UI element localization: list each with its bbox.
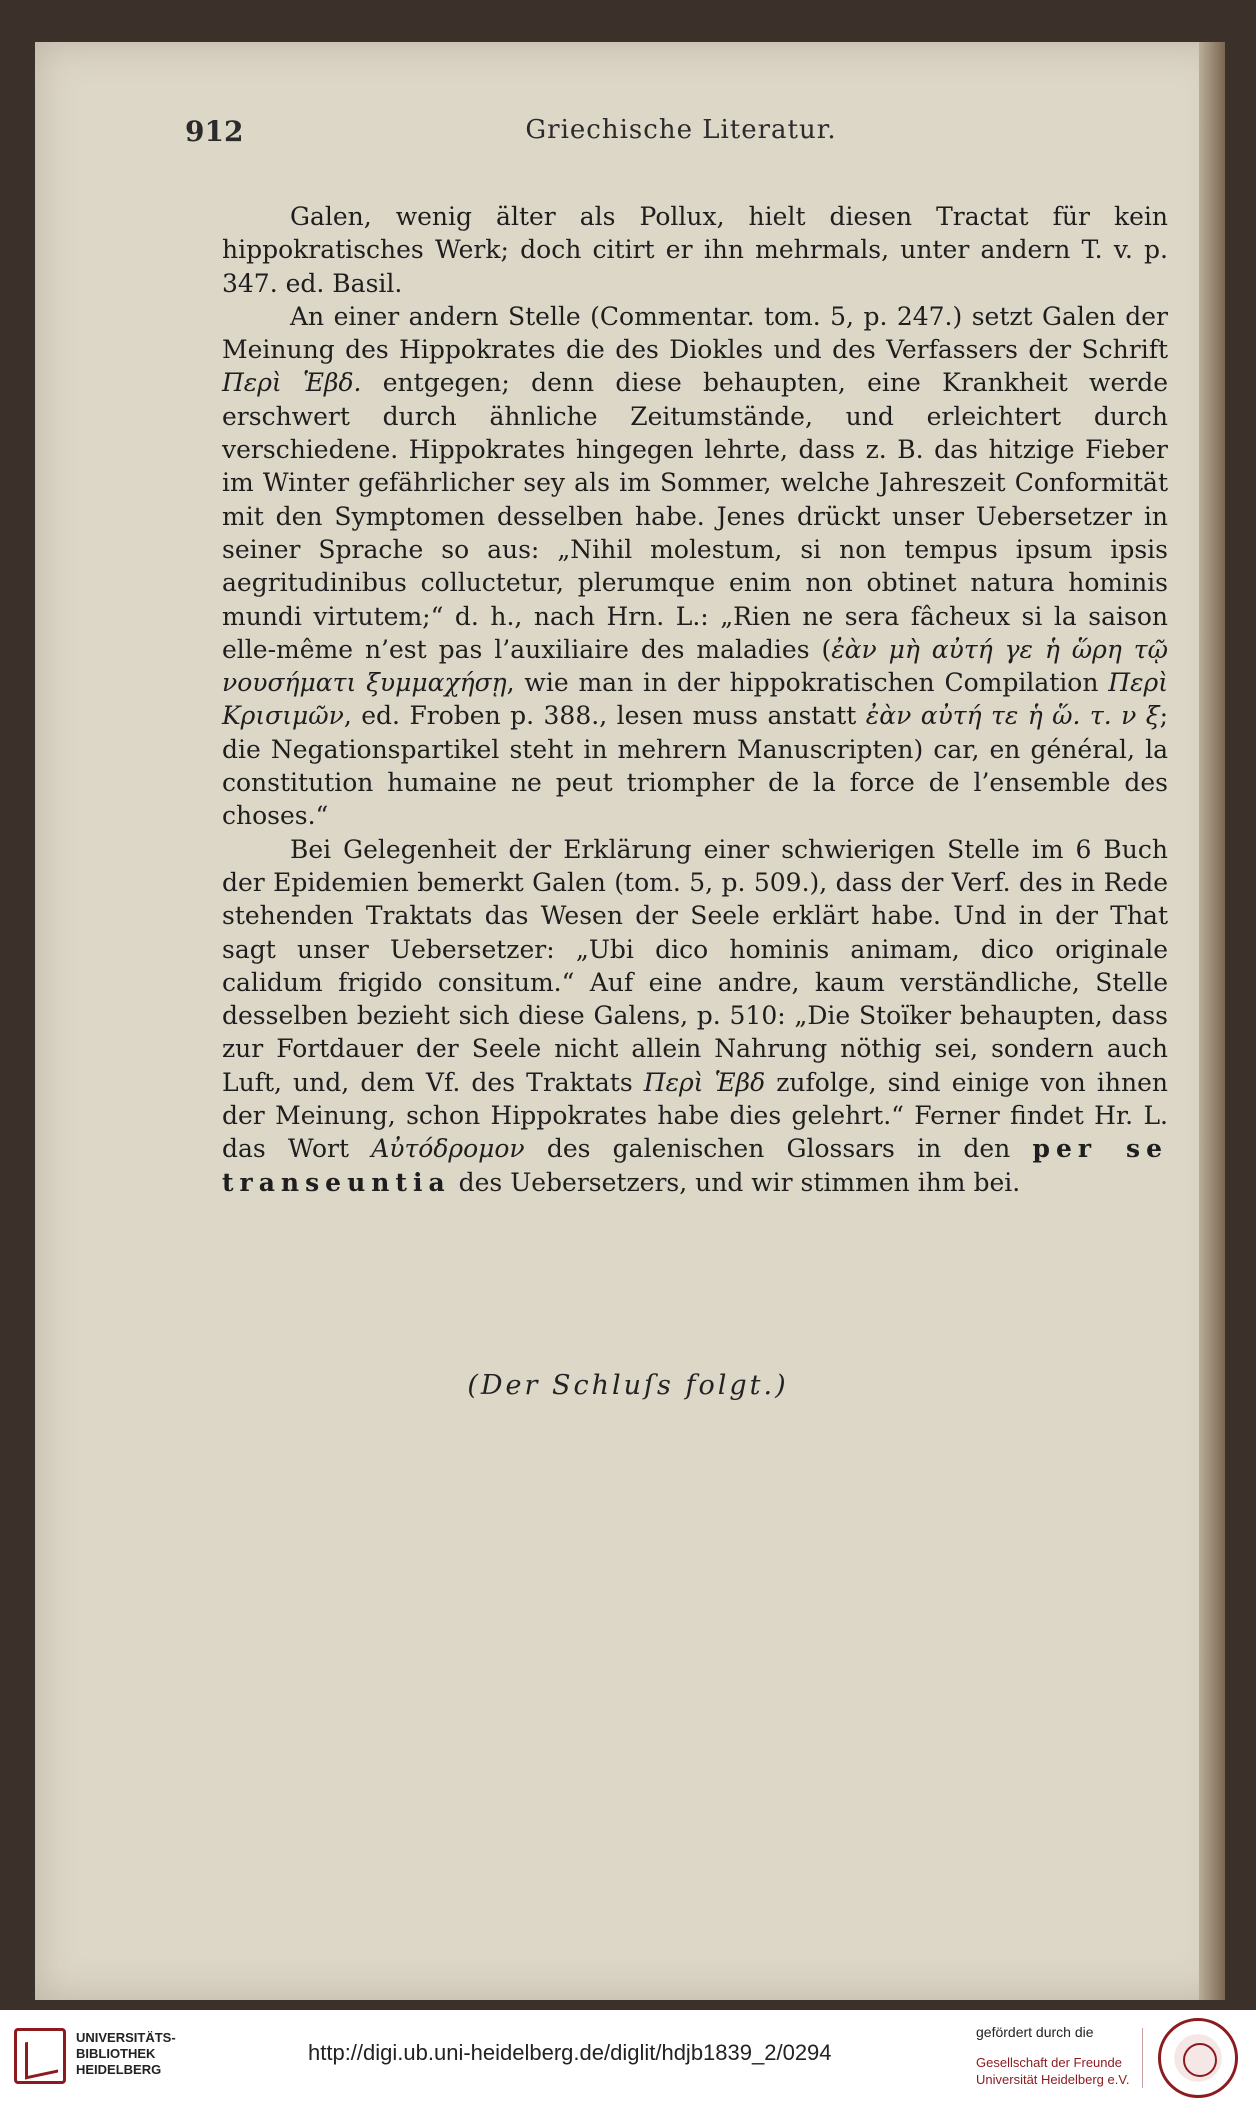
paragraph xyxy=(222,300,1168,833)
text-run: ; die Negationspartikel steht in mehrern Manuscripten) car, en général, la constitution humaine ne peut triompher de la force de l’ensemble des choses.“ xyxy=(222,701,1168,831)
paragraph xyxy=(222,833,1168,1199)
greek-text: Περὶ Κρισιμῶν xyxy=(222,668,1168,731)
text-run: entgegen; denn diese behaupten, eine Krankheit werde erschwert durch ähnliche Zeitumstände, und erleichtert durch verschiedene. Hippokrates hingegen lehrte, dass z. B. das hitzige Fieber im Winter gefährlicher sey als im Sommer, welche Jahreszeit Conformität mit den Symptomen desselben habe. Jenes drückt unser Uebersetzer in seiner Sprache so aus: „Nihil molestum, si non tempus ipsum ipsis aegritudinibus colluctetur, plerumque enim non obtinet natura hominis mundi virtutem;“ d. h., nach Hrn. L.: „Rien ne sera fâcheux si la saison elle-même n’est pas l’auxiliaire des maladies ( xyxy=(222,368,1168,664)
text-run: An einer andern Stelle (Commentar. tom. 5, p. 247.) setzt Galen der Meinung des Hippokrates die des Diokles und des Verfassers der Schrift xyxy=(222,301,1168,365)
body-text xyxy=(222,200,1168,1199)
sponsor-label: gefördert durch die xyxy=(976,2024,1094,2040)
greek-text: Αὐτόδρομον xyxy=(371,1134,525,1164)
text-run: , wie man in der hippokratischen Compilation xyxy=(506,668,1109,698)
running-title: Griechische Literatur. xyxy=(525,115,837,145)
permalink-url[interactable]: http://digi.ub.uni-heidelberg.de/diglit/hdjb1839_2/0294 xyxy=(308,2040,832,2065)
library-logo-icon xyxy=(14,2028,66,2084)
sponsor-name: Gesellschaft der Freunde Universität Heidelberg e.V. xyxy=(976,2055,1130,2087)
paragraph xyxy=(222,200,1168,300)
text-run: Bei Gelegenheit der Erklärung einer schwierigen Stelle im 6 Buch der Epidemien bemerkt Galen (tom. 5, p. 509.), dass der Verf. des in Rede stehenden Traktats das Wesen der Seele erklärt habe. Und in der That sagt unser Uebersetzer: „Ubi dico hominis animam, dico originale calidum frigido consitum.“ Auf eine andre, kaum verständliche, Stelle desselben bezieht sich diese Galens, p. 510: „Die Stoïker behaupten, dass zur Fortdauer der Seele nicht allein Nahrung nöthig sei, sondern auch Luft, und, dem Vf. des Traktats xyxy=(222,834,1168,1097)
page-spine-edge xyxy=(1199,42,1225,2000)
footer-divider xyxy=(1142,2028,1143,2088)
closing-note: (Der Schluſs folgt.) xyxy=(467,1370,789,1401)
university-seal-icon xyxy=(1158,2018,1238,2098)
greek-text: Περὶ Ἑβδ. xyxy=(222,368,362,398)
text-run: Galen, wenig älter als Pollux, hielt diesen Tractat für kein hippokratisches Werk; doch citirt er ihn mehrmals, unter andern T. v. p. 347. ed. Basil. xyxy=(222,202,1168,298)
page-header xyxy=(185,115,1177,163)
text-run: zufolge, sind einige von ihnen der Meinung, schon Hippokrates habe dies gelehrt.“ Ferner findet Hr. L. das Wort xyxy=(222,1067,1168,1164)
spaced-emphasis: per se transeuntia xyxy=(222,1134,1168,1197)
greek-text: ἐὰν αὐτή τε ἡ ὥ. τ. ν ξ xyxy=(865,701,1160,731)
text-run: des Uebersetzers, und wir stimmen ihm bei. xyxy=(450,1167,1021,1197)
text-run: des galenischen Glossars in den xyxy=(524,1134,1033,1164)
page-number: 912 xyxy=(185,115,244,148)
library-name: UNIVERSITÄTS- BIBLIOTHEK HEIDELBERG xyxy=(76,2030,176,2077)
greek-text: Περὶ Ἑβδ xyxy=(643,1067,766,1097)
digitization-footer xyxy=(0,2010,1256,2101)
text-run: , ed. Froben p. 388., lesen muss anstatt xyxy=(343,701,866,731)
greek-text: ἐὰν μὴ αὐτή γε ἡ ὥρη τῷ νουσήματι ξυμμαχήσῃ xyxy=(222,634,1168,698)
